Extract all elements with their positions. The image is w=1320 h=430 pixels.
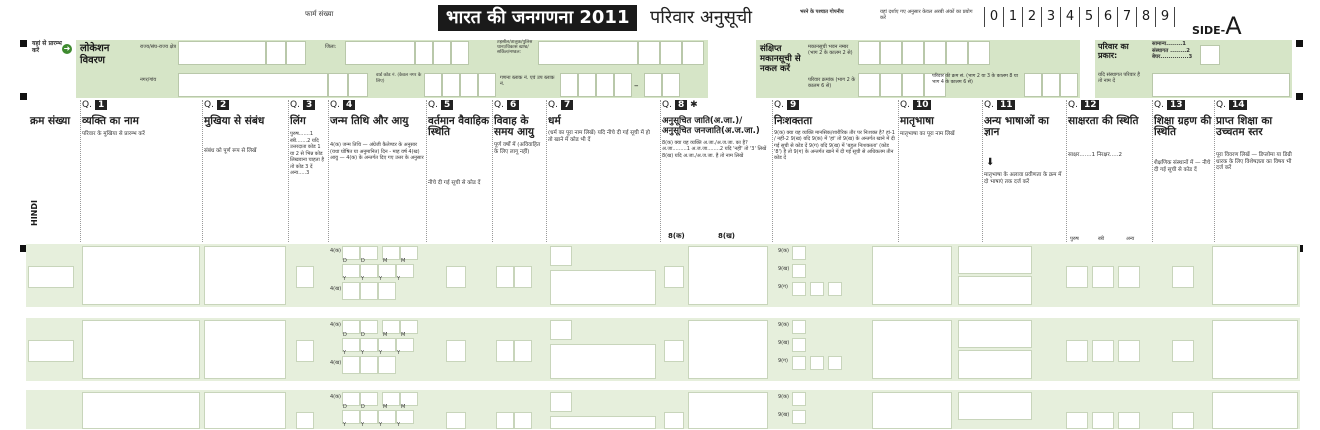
col2-title: मुखिया से संबंध (204, 115, 265, 127)
q-number: Q. 14 (1216, 100, 1247, 110)
state-code-box[interactable] (266, 41, 286, 65)
state-code-box[interactable] (286, 41, 306, 65)
other-language-field[interactable] (958, 320, 1032, 348)
attendance-code-box[interactable] (1172, 266, 1194, 288)
digit-sample: 0 (984, 7, 1003, 27)
confidential-note: भरने के पश्चात गोपनीय (800, 9, 844, 15)
disability-c-box[interactable] (810, 282, 824, 296)
dob-year-box[interactable]: Y (342, 338, 360, 352)
col8b-label: 8(ख) (718, 232, 735, 240)
age-box[interactable] (342, 282, 360, 300)
disability-a-label: 9(क) (778, 248, 789, 254)
ward-code-box[interactable] (460, 73, 478, 97)
digit-sample: 6 (1098, 7, 1117, 27)
religion-code-box[interactable] (550, 246, 572, 266)
person-row (26, 390, 1300, 429)
q-number: Q. 9 (774, 100, 799, 110)
relation-field[interactable] (204, 246, 286, 305)
household-no-box[interactable] (880, 73, 902, 97)
block-code-box[interactable] (560, 73, 578, 97)
building-no-box[interactable] (880, 41, 902, 65)
digit-sample: 7 (1117, 7, 1136, 27)
disability-c-box[interactable] (792, 282, 806, 296)
col12-female-label: स्त्री (1098, 236, 1105, 242)
literacy-box[interactable] (1118, 340, 1140, 362)
ward-code-box[interactable] (424, 73, 442, 97)
dob-year-box[interactable]: Y (360, 410, 378, 424)
col1-sub: परिवार के मुखिया से प्रारम्भ करें (82, 131, 145, 137)
q-number: Q. 11 (984, 100, 1015, 110)
disability-a-box[interactable] (792, 320, 806, 334)
form-number-label: फार्म संख्या (305, 10, 334, 18)
q-number: Q. 6 (494, 100, 519, 110)
literacy-box[interactable] (1066, 340, 1088, 362)
state-field[interactable] (178, 41, 266, 65)
household-type-options: सामान्य........1 संस्थागत ........2 बेघर..............3 (1152, 41, 1193, 60)
marriage-age-box[interactable] (496, 340, 514, 362)
literacy-box[interactable] (1092, 340, 1114, 362)
religion-code-box[interactable] (550, 392, 572, 412)
district-code-box[interactable] (433, 41, 451, 65)
dob-year-box[interactable]: Y (396, 338, 414, 352)
dob-day-box[interactable]: D (360, 246, 378, 260)
dob-year-box[interactable]: Y (360, 338, 378, 352)
marital-code-box[interactable] (446, 412, 466, 429)
dob-day-box[interactable]: D (360, 392, 378, 406)
q-number: Q. 2 (204, 100, 229, 110)
district-label: जिला: (325, 44, 337, 50)
dob-day-box[interactable]: D (342, 392, 360, 406)
registration-mark (1296, 93, 1303, 100)
subblock-code-box[interactable] (644, 73, 662, 97)
education-field[interactable] (1212, 320, 1298, 379)
institution-name-field[interactable] (1152, 73, 1290, 97)
dob-year-box[interactable]: Y (378, 264, 396, 278)
age-box[interactable] (378, 356, 396, 374)
q-number: Q. 1 (82, 100, 107, 110)
col11-sub: मातृभाषा के अलावा प्रवीणता के क्रम में दो भाषाएं तक दर्ज करें (984, 172, 1062, 185)
household-serial-box[interactable] (1060, 73, 1078, 97)
q-number: Q. 7 (548, 100, 573, 110)
disability-b-label: 9(ख) (778, 412, 790, 418)
sc-st-name-field[interactable] (688, 246, 768, 305)
tehsil-code-box[interactable] (638, 41, 660, 65)
district-field[interactable] (345, 41, 415, 65)
town-code-box[interactable] (348, 73, 368, 97)
religion-field[interactable] (550, 416, 656, 429)
age-label: 4(ख) (330, 286, 342, 292)
col13-sub: शैक्षणिक संस्थानों में — नीचे दी गई सूची से कोड दें (1154, 160, 1211, 173)
q-number: Q. 13 (1154, 100, 1185, 110)
marriage-age-box[interactable] (496, 412, 514, 429)
marriage-age-box[interactable] (514, 340, 532, 362)
arrow-right-icon: ➜ (63, 44, 71, 53)
tehsil-code-box[interactable] (660, 41, 682, 65)
disability-c-label: 9(ग) (778, 358, 788, 364)
institution-name-label: यदि संस्थागत परिवार है तो नाम दें (1098, 72, 1140, 84)
col1-title: व्यक्ति का नाम (82, 115, 139, 127)
digit-sample: 2 (1022, 7, 1041, 27)
digit-sample: 8 (1136, 7, 1155, 27)
ward-code-box[interactable] (442, 73, 460, 97)
col12-male-label: पुरुष (1070, 236, 1079, 242)
col9-sub: 9(क) क्या यह व्यक्ति मानसिक/शारीरिक तौर पर निःशक्त है? हां-1 / नहीं-2 9(ख) यदि 9(क) में 'हां' तो 9(ख) के अन्तर्गत खाने में दी गई सूची से कोड दें 9(ग) यदि 9(ख) में 'बहुल निःशक्तता' (कोड '8') है तो 9(ग) के अन्तर्गत खाने में दी गई सूची से अधिकतम तीन कोड दें (774, 130, 895, 162)
household-serial-label: परिवार की क्रम सं. (भाग 2 या 3 के कालम 8 या भाग 4 के कालम 6 से) (932, 74, 1018, 85)
copy-title: संक्षिप्त मकानसूची से नकल करें (760, 44, 801, 74)
disability-a-box[interactable] (792, 246, 806, 260)
tehsil-field[interactable] (538, 41, 638, 65)
dob-year-box[interactable]: Y (378, 410, 396, 424)
col10-title: मातृभाषा (900, 115, 934, 127)
digit-sample: 4 (1060, 7, 1079, 27)
col6-sub: पूर्ण वर्षों में (अविवाहित के लिए लागू नहीं) (494, 142, 541, 155)
serial-box[interactable] (28, 266, 74, 288)
col6-title: विवाह के समय आयु (494, 115, 534, 138)
literacy-box[interactable] (1118, 412, 1140, 429)
disability-c-box[interactable] (828, 356, 842, 370)
age-label: 4(ख) (330, 360, 342, 366)
marital-code-box[interactable] (446, 340, 466, 362)
dob-label: 4(क) (330, 394, 341, 400)
ward-code-box[interactable] (478, 73, 496, 97)
col14-title: प्राप्त शिक्षा का उच्चतम स्तर (1216, 115, 1273, 138)
col3-sub: पुरुष.......1 स्त्री.......2 यदि उत्तरदाता कोड 1 या 2 से भिन्न कोड लिखवाना चाहता है तो कोड 3 दें अन्य.....3 (290, 131, 325, 176)
district-code-box[interactable] (415, 41, 433, 65)
col3-title: लिंग (290, 115, 306, 127)
dob-day-box[interactable]: D (360, 320, 378, 334)
building-no-box[interactable] (968, 41, 990, 65)
block-code-box[interactable] (578, 73, 596, 97)
dob-label: 4(क) (330, 322, 341, 328)
q-number: Q. 10 (900, 100, 931, 110)
registration-mark (20, 40, 27, 47)
digits-instruction: यहां दर्शाए गए अनुसार केवल अरबी अंकों का प्रयोग करें (880, 9, 973, 21)
disability-b-box[interactable] (792, 264, 806, 278)
literacy-box[interactable] (1066, 412, 1088, 429)
col8a-label: 8(क) (668, 232, 685, 240)
registration-mark (1296, 40, 1303, 47)
town-code-box[interactable] (328, 73, 348, 97)
other-language-field[interactable] (958, 246, 1032, 274)
digit-sample: 9 (1155, 7, 1175, 27)
sex-code-box[interactable] (296, 340, 314, 362)
household-no-box[interactable] (902, 73, 924, 97)
col7-title: धर्म (548, 115, 561, 127)
disability-a-label: 9(क) (778, 322, 789, 328)
literacy-box[interactable] (1066, 266, 1088, 288)
digit-sample: 5 (1079, 7, 1098, 27)
col8-sub: 8(क) क्या यह व्यक्ति अ.जा./अ.ज.जा. का है? अ.जा.........1 अ.ज.जा........2 यदि 'नहीं' तो '3' लिखें 8(ख) यदि अ.जा./अ.ज.जा. है तो नाम लिखें (662, 140, 767, 159)
dob-year-box[interactable]: Y (396, 264, 414, 278)
dob-month-box[interactable]: M (400, 320, 418, 334)
building-no-box[interactable] (902, 41, 924, 65)
person-row (26, 318, 1300, 381)
digit-sample: 1 (1003, 7, 1022, 27)
block-label: गणना ब्लाक नं. एवं उप ब्लाक नं. (500, 75, 555, 87)
sc-st-name-field[interactable] (688, 392, 768, 429)
col12-title: साक्षरता की स्थिति (1068, 115, 1139, 127)
dob-year-box[interactable]: Y (378, 338, 396, 352)
sex-code-box[interactable] (296, 266, 314, 288)
household-type-title: परिवार का प्रकार: (1098, 42, 1129, 60)
col2-sub: संबंध को पूर्ण रूप से लिखें (204, 148, 257, 154)
disability-a-label: 9(क) (778, 394, 789, 400)
col12-sub: साक्षर.......1 निरक्षर.....2 (1068, 152, 1122, 158)
marriage-age-box[interactable] (514, 266, 532, 288)
q-number: Q. 8 ✱ (662, 100, 698, 110)
building-no-box[interactable] (924, 41, 946, 65)
relation-field[interactable] (204, 392, 286, 429)
mother-tongue-field[interactable] (872, 246, 952, 305)
col11-title: अन्य भाषाओं का ज्ञान (984, 115, 1049, 138)
name-field[interactable] (82, 392, 200, 429)
household-no-label: परिवार क्रमांक (भाग 2 के कालम 6 से) (808, 77, 856, 89)
household-serial-box[interactable] (1042, 73, 1060, 97)
other-language-field[interactable] (958, 392, 1032, 420)
q-number: Q. 3 (290, 100, 315, 110)
building-no-box[interactable] (858, 41, 880, 65)
sc-st-code-box[interactable] (664, 340, 684, 362)
town-label: नगर/गांव (140, 77, 157, 83)
other-language-field[interactable] (958, 350, 1032, 379)
form-subtitle: परिवार अनुसूची (650, 7, 753, 28)
disability-b-label: 9(ख) (778, 266, 790, 272)
dob-month-box[interactable]: M (382, 320, 400, 334)
attendance-code-box[interactable] (1172, 412, 1194, 429)
col13-title: शिक्षा ग्रहण की स्थिति (1154, 115, 1212, 138)
household-no-box[interactable] (858, 73, 880, 97)
side-label: SIDE-A (1192, 12, 1242, 40)
relation-field[interactable] (204, 320, 286, 379)
start-here-label: यहां से प्रारम्भ करें (32, 40, 62, 54)
state-label: राज्य/संघ-राज्य क्षेत्र (140, 44, 176, 50)
mother-tongue-field[interactable] (872, 320, 952, 379)
q-number: Q. 4 (330, 100, 355, 110)
person-row (26, 244, 1300, 307)
sc-st-code-box[interactable] (664, 266, 684, 288)
block-code-box[interactable] (596, 73, 614, 97)
disability-b-label: 9(ख) (778, 340, 790, 346)
other-language-field[interactable] (958, 276, 1032, 305)
dob-month-box[interactable]: M (400, 246, 418, 260)
disability-c-box[interactable] (792, 356, 806, 370)
col8-title: अनुसूचित जाति(अ.जा.)/ अनुसूचित जनजाति(अ.ज.जा.) (662, 116, 760, 136)
dob-month-box[interactable]: M (382, 392, 400, 406)
religion-code-box[interactable] (550, 320, 572, 340)
form-title: भारत की जनगणना 2011 (438, 5, 637, 31)
education-field[interactable] (1212, 392, 1298, 429)
dob-year-box[interactable]: Y (342, 264, 360, 278)
arrow-down-icon: ⬇ (986, 157, 995, 168)
language-vertical-label: HINDI (30, 200, 39, 226)
dob-month-box[interactable]: M (400, 392, 418, 406)
col4-sub: 4(क) जन्म तिथि — अंग्रेजी कैलेण्डर के अनुसार (यथा घोषित या अनुमानित) दिन - माह वर्ष 4(ख) आयु — 4(क) के अन्तर्गत दिए गए उत्तर के अनुसार (330, 142, 424, 161)
ward-label: वार्ड कोड नं. (केवल नगर के लिए) (376, 73, 422, 84)
disability-b-box[interactable] (792, 410, 806, 424)
disability-c-box[interactable] (810, 356, 824, 370)
dob-year-box[interactable]: Y (396, 410, 414, 424)
age-box[interactable] (342, 356, 360, 374)
name-field[interactable] (82, 246, 200, 305)
disability-b-box[interactable] (792, 338, 806, 352)
dob-label: 4(क) (330, 248, 341, 254)
location-title: लोकेशन विवरण (80, 43, 110, 66)
dob-year-box[interactable]: Y (360, 264, 378, 278)
age-box[interactable] (378, 282, 396, 300)
dob-month-box[interactable]: M (382, 246, 400, 260)
col5-sub: नीचे दी गई सूची से कोड दें (428, 180, 481, 186)
col5-title: वर्तमान वैवाहिक स्थिति (428, 115, 490, 138)
disability-a-box[interactable] (792, 392, 806, 406)
serial-box[interactable] (28, 340, 74, 362)
disability-c-box[interactable] (828, 282, 842, 296)
marital-code-box[interactable] (446, 266, 466, 288)
town-field[interactable] (178, 73, 328, 97)
sc-st-name-field[interactable] (688, 320, 768, 379)
religion-field[interactable] (550, 270, 656, 305)
sex-code-box[interactable] (296, 412, 314, 429)
marriage-age-box[interactable] (496, 266, 514, 288)
mother-tongue-field[interactable] (872, 392, 952, 429)
tehsil-code-box[interactable] (682, 41, 704, 65)
building-no-box[interactable] (946, 41, 968, 65)
attendance-code-box[interactable] (1172, 340, 1194, 362)
dob-day-box[interactable]: D (342, 320, 360, 334)
religion-field[interactable] (550, 344, 656, 379)
tehsil-label: तहसील/तालुक/पुलिस थाना/विकास खण्ड/सर्किल/मण्डल: (497, 40, 533, 55)
name-field[interactable] (82, 320, 200, 379)
dob-day-box[interactable]: D (342, 246, 360, 260)
q-number: Q. 5 (428, 100, 453, 110)
disability-c-label: 9(ग) (778, 284, 788, 290)
literacy-box[interactable] (1092, 266, 1114, 288)
literacy-box[interactable] (1092, 412, 1114, 429)
col10-sub: मातृभाषा का पूरा नाम लिखें (900, 131, 955, 137)
registration-mark (20, 93, 27, 100)
building-no-label: मकानसूची भवन नम्बर (भाग 2 के कालम 2 से) (808, 44, 853, 56)
dash-separator: – (634, 81, 639, 91)
q-number: Q. 12 (1068, 100, 1099, 110)
col4-title: जन्म तिथि और आयु (330, 115, 409, 127)
dob-year-box[interactable]: Y (342, 410, 360, 424)
subblock-code-box[interactable] (662, 73, 680, 97)
col7-sub: (धर्म का पूरा नाम लिखें) यदि नीचे दी गई सूची में हो तो खाने में कोड भी दें (548, 130, 650, 143)
education-field[interactable] (1212, 246, 1298, 305)
marriage-age-box[interactable] (514, 412, 532, 429)
age-box[interactable] (360, 356, 378, 374)
block-code-box[interactable] (614, 73, 632, 97)
literacy-box[interactable] (1118, 266, 1140, 288)
col9-title: निःशक्तता (774, 115, 813, 127)
digit-sample-strip (984, 0, 1174, 34)
household-serial-box[interactable] (1024, 73, 1042, 97)
col14-sub: पूरा विवरण लिखें — डिप्लोमा या डिग्री धारक के लिए विशेषज्ञता का विषय भी दर्ज करें (1216, 152, 1292, 171)
household-type-code-box[interactable] (1200, 45, 1220, 65)
sc-st-code-box[interactable] (664, 412, 684, 429)
col-serial-title: क्रम संख्या (30, 115, 71, 127)
district-code-box[interactable] (451, 41, 469, 65)
digit-sample: 3 (1041, 7, 1060, 27)
age-box[interactable] (360, 282, 378, 300)
col12-other-label: अन्य (1126, 236, 1135, 242)
